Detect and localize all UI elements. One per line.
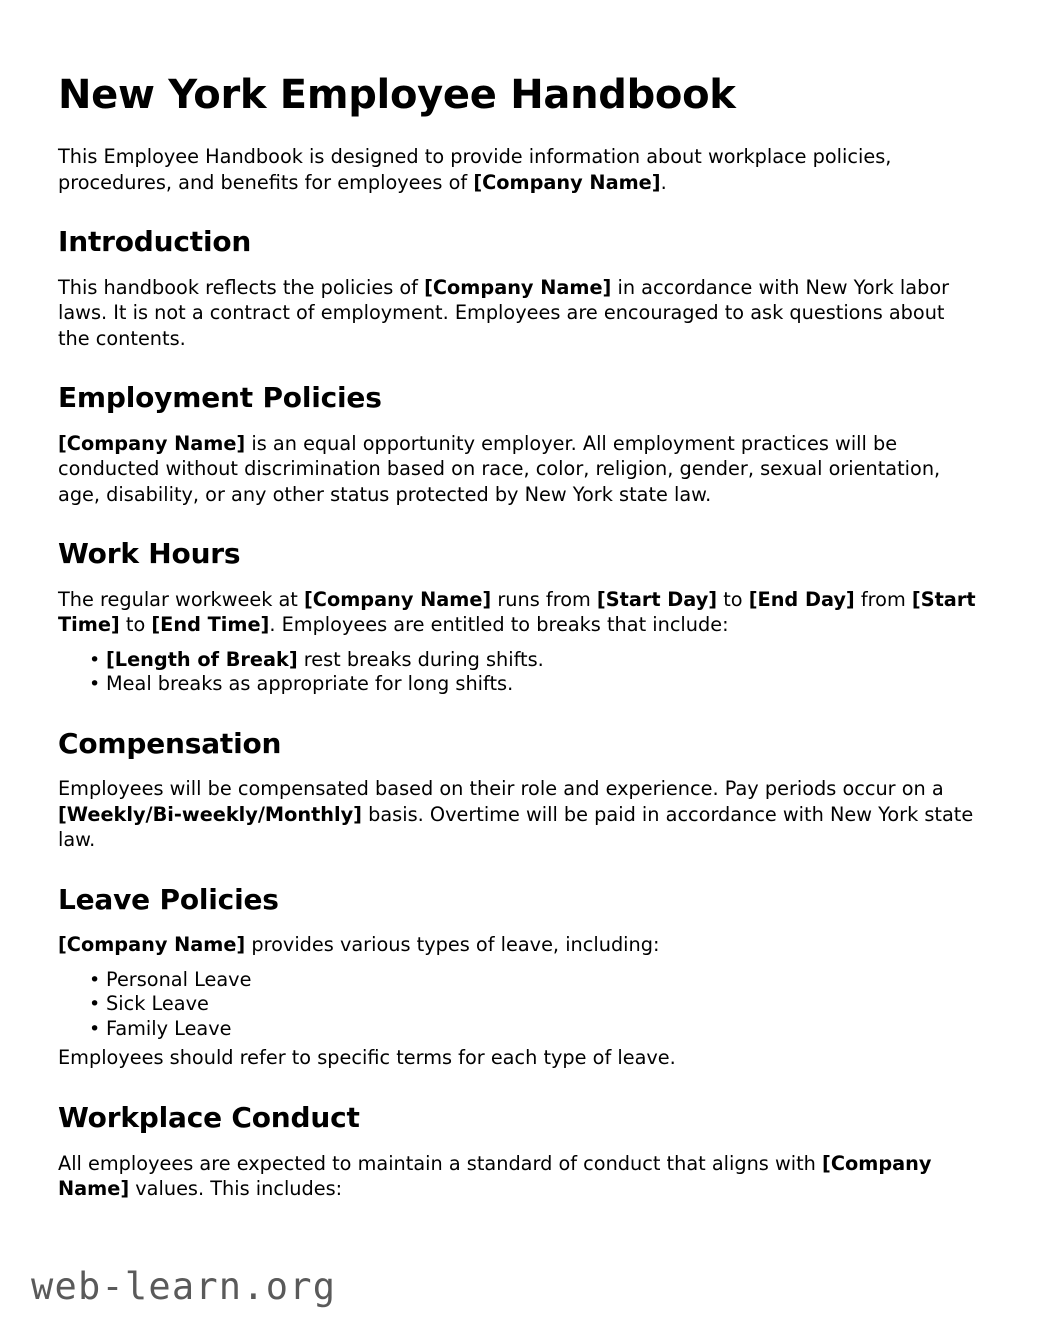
page-title: New York Employee Handbook — [58, 72, 736, 118]
introduction-part1: This handbook reflects the policies of — [58, 275, 425, 299]
bullet-text: Meal breaks as appropriate for long shifts. — [106, 672, 514, 696]
section-heading-introduction: Introduction — [58, 225, 252, 258]
site-watermark: web-learn.org — [31, 1265, 337, 1308]
work-hours-end-day-placeholder: [End Day] — [748, 587, 855, 611]
intro-text-part2: . — [660, 170, 667, 194]
leave-company-placeholder: [Company Name] — [58, 933, 246, 957]
section-heading-work-hours: Work Hours — [58, 537, 241, 571]
work-hours-part2: runs from — [491, 587, 597, 611]
compensation-part2: basis. Overtime will be paid in accordance with New York state law. — [58, 802, 974, 852]
bullet-text: Personal Leave — [106, 967, 252, 991]
workplace-conduct-paragraph — [58, 1151, 980, 1202]
section-heading-compensation: Compensation — [58, 726, 282, 760]
list-item — [106, 968, 980, 993]
employment-company-placeholder: [Company Name] — [58, 431, 246, 455]
section-heading-employment-policies: Employment Policies — [58, 381, 382, 415]
work-hours-part1: The regular workweek at — [58, 587, 304, 611]
work-hours-company-placeholder: [Company Name] — [304, 587, 492, 611]
section-heading-leave-policies: Leave Policies — [58, 882, 279, 916]
introduction-part2: in accordance with New York labor laws. It is not a contract of employment. Employees are encouraged to ask questions about the contents. — [58, 275, 950, 350]
work-hours-part4: from — [854, 587, 912, 611]
conduct-part2: values. This includes: — [129, 1177, 343, 1201]
leave-part2: provides various types of leave, including: — [245, 933, 660, 957]
employment-part2: is an equal opportunity employer. All employment practices will be conducted without discrimination based on race, color, religion, gender, sexual orientation, age, disability, or any other status protected by New York state law. — [58, 431, 941, 506]
bullet-text: rest breaks during shifts. — [297, 647, 544, 671]
intro-paragraph — [58, 144, 980, 195]
list-item — [106, 992, 980, 1017]
conduct-company-placeholder: [Company Name] — [58, 1151, 932, 1201]
leave-types-list — [58, 968, 980, 1042]
work-hours-part3: to — [717, 587, 749, 611]
work-hours-bullet-list — [58, 648, 980, 697]
conduct-part1: All employees are expected to maintain a standard of conduct that aligns with — [58, 1151, 823, 1175]
intro-company-placeholder: [Company Name] — [473, 170, 661, 194]
bullet-text: Sick Leave — [106, 992, 209, 1016]
intro-text-part1: This Employee Handbook is designed to provide information about workplace policies, procedures, and benefits for employees of — [58, 145, 892, 194]
work-hours-end-time-placeholder: [End Time] — [151, 613, 270, 637]
work-hours-start-day-placeholder: [Start Day] — [596, 587, 718, 611]
compensation-paragraph — [58, 776, 980, 853]
introduction-company-placeholder: [Company Name] — [424, 275, 612, 299]
leave-closing-paragraph: Employees should refer to specific terms for each type of leave. — [58, 1046, 676, 1070]
leave-policies-paragraph — [58, 932, 980, 958]
break-length-placeholder: [Length of Break] — [106, 647, 298, 671]
section-heading-workplace-conduct: Workplace Conduct — [58, 1100, 360, 1134]
pay-period-placeholder: [Weekly/Bi-weekly/Monthly] — [58, 802, 362, 826]
work-hours-paragraph — [58, 587, 980, 638]
work-hours-part6: . Employees are entitled to breaks that include: — [269, 613, 729, 637]
list-item — [106, 672, 980, 697]
bullet-text: Family Leave — [106, 1016, 232, 1040]
employment-policies-paragraph — [58, 431, 980, 508]
list-item — [106, 1017, 980, 1042]
work-hours-part5: to — [119, 613, 152, 637]
compensation-part1: Employees will be compensated based on their role and experience. Pay periods occur on a — [58, 777, 944, 801]
work-hours-start-time-placeholder: [Start Time] — [58, 587, 976, 637]
introduction-paragraph — [58, 275, 980, 352]
list-item — [106, 648, 980, 673]
